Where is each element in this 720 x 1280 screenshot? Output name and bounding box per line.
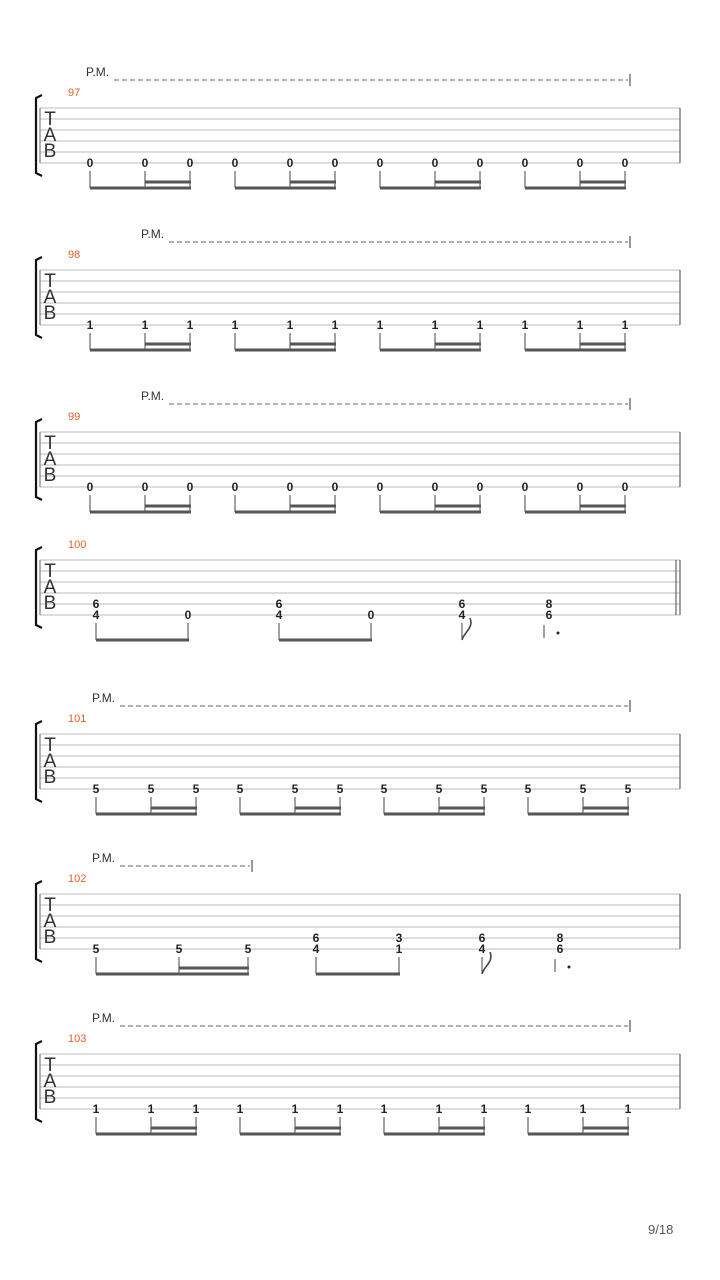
fret-number: 6	[275, 597, 283, 611]
fret-number: 5	[92, 942, 100, 956]
secondary-beam	[583, 807, 629, 810]
fret-number: 0	[286, 480, 294, 494]
bar-number: 97	[68, 87, 81, 99]
primary-beam	[380, 511, 481, 514]
fret-number: 4	[478, 942, 486, 956]
secondary-beam	[151, 1127, 197, 1130]
secondary-beam	[439, 807, 485, 810]
tab-letter-b: B	[43, 927, 57, 948]
fret-number: 5	[380, 782, 388, 796]
fret-number: 0	[186, 156, 194, 170]
fret-number: 6	[478, 931, 486, 945]
tab-letter-b: B	[43, 767, 57, 788]
fret-number: 5	[435, 782, 443, 796]
primary-beam	[384, 1133, 485, 1136]
secondary-beam	[145, 181, 191, 184]
fret-number: 0	[431, 480, 439, 494]
fret-number: 1	[624, 1102, 632, 1116]
fret-number: 1	[286, 318, 294, 332]
fret-number: 5	[291, 782, 299, 796]
system-bracket	[36, 881, 42, 962]
fret-number: 0	[331, 156, 339, 170]
fret-number: 6	[92, 597, 100, 611]
primary-beam	[528, 813, 629, 816]
fret-number: 1	[186, 318, 194, 332]
primary-beam	[525, 187, 626, 190]
primary-beam	[279, 639, 372, 642]
fret-number: 1	[376, 318, 384, 332]
secondary-beam	[145, 343, 191, 346]
secondary-beam	[580, 505, 626, 508]
primary-beam	[380, 349, 481, 352]
secondary-beam	[151, 807, 197, 810]
fret-number: 1	[92, 1102, 100, 1116]
system-98	[36, 227, 680, 352]
fret-number: 6	[458, 597, 466, 611]
fret-number: 0	[86, 480, 94, 494]
secondary-beam	[583, 1127, 629, 1130]
bar-number: 103	[68, 1033, 87, 1045]
fret-number: 1	[380, 1102, 388, 1116]
secondary-beam	[435, 343, 481, 346]
primary-beam	[96, 1133, 197, 1136]
fret-number: 0	[431, 156, 439, 170]
palm-mute-label: P.M.	[92, 691, 116, 705]
duration-dot	[557, 632, 560, 635]
system-bracket	[36, 95, 42, 176]
fret-number: 0	[576, 156, 584, 170]
duration-dot	[568, 966, 571, 969]
system-97	[36, 65, 680, 190]
fret-number: 5	[624, 782, 632, 796]
bar-number: 102	[68, 873, 87, 885]
tab-letter-t: T	[44, 1055, 56, 1076]
palm-mute-label: P.M.	[86, 65, 110, 79]
fret-number: 6	[556, 942, 564, 956]
fret-number: 0	[621, 480, 629, 494]
fret-number: 5	[336, 782, 344, 796]
fret-number: 1	[621, 318, 629, 332]
secondary-beam	[580, 343, 626, 346]
fret-number: 0	[231, 480, 239, 494]
fret-number: 5	[244, 942, 252, 956]
system-bracket	[36, 1041, 42, 1122]
fret-number: 5	[147, 782, 155, 796]
tab-letter-t: T	[44, 433, 56, 454]
fret-number: 1	[480, 1102, 488, 1116]
tab-letter-t: T	[44, 271, 56, 292]
bar-number: 101	[68, 713, 87, 725]
tab-letter-a: A	[43, 1071, 57, 1092]
fret-number: 1	[395, 942, 403, 956]
secondary-beam	[145, 505, 191, 508]
system-100	[36, 539, 680, 642]
primary-beam	[96, 813, 197, 816]
fret-number: 1	[435, 1102, 443, 1116]
secondary-beam	[290, 181, 336, 184]
secondary-beam	[179, 967, 249, 970]
secondary-beam	[295, 807, 341, 810]
tab-letter-t: T	[44, 561, 56, 582]
fret-number: 1	[331, 318, 339, 332]
fret-number: 0	[184, 608, 192, 622]
fret-number: 4	[275, 608, 283, 622]
system-99	[36, 389, 680, 514]
secondary-beam	[435, 181, 481, 184]
tab-letter-a: A	[43, 577, 57, 598]
secondary-beam	[290, 505, 336, 508]
fret-number: 0	[521, 156, 529, 170]
fret-number: 0	[521, 480, 529, 494]
primary-beam	[240, 1133, 341, 1136]
primary-beam	[235, 187, 336, 190]
primary-beam	[380, 187, 481, 190]
fret-number: 0	[376, 156, 384, 170]
system-101	[36, 691, 680, 816]
bar-number: 100	[68, 539, 87, 551]
fret-number: 1	[431, 318, 439, 332]
fret-number: 5	[480, 782, 488, 796]
fret-number: 5	[236, 782, 244, 796]
tab-letter-t: T	[44, 735, 56, 756]
primary-beam	[235, 349, 336, 352]
primary-beam	[90, 349, 191, 352]
secondary-beam	[435, 505, 481, 508]
palm-mute-label: P.M.	[92, 851, 116, 865]
primary-beam	[96, 973, 249, 976]
fret-number: 6	[545, 608, 553, 622]
tab-letter-a: A	[43, 125, 57, 146]
fret-number: 0	[476, 156, 484, 170]
fret-number: 0	[476, 480, 484, 494]
palm-mute-label: P.M.	[141, 227, 165, 241]
tab-letter-a: A	[43, 751, 57, 772]
secondary-beam	[580, 181, 626, 184]
fret-number: 0	[376, 480, 384, 494]
fret-number: 8	[556, 931, 564, 945]
fret-number: 4	[92, 608, 100, 622]
fret-number: 0	[86, 156, 94, 170]
fret-number: 1	[576, 318, 584, 332]
fret-number: 1	[147, 1102, 155, 1116]
fret-number: 1	[192, 1102, 200, 1116]
primary-beam	[528, 1133, 629, 1136]
secondary-beam	[290, 343, 336, 346]
fret-number: 5	[192, 782, 200, 796]
fret-number: 1	[336, 1102, 344, 1116]
primary-beam	[316, 973, 400, 976]
tab-letter-b: B	[43, 1087, 57, 1108]
primary-beam	[525, 511, 626, 514]
fret-number: 0	[186, 480, 194, 494]
system-bracket	[36, 419, 42, 500]
tab-letter-t: T	[44, 109, 56, 130]
fret-number: 1	[524, 1102, 532, 1116]
tab-letter-a: A	[43, 287, 57, 308]
fret-number: 4	[458, 608, 466, 622]
palm-mute-label: P.M.	[141, 389, 165, 403]
fret-number: 3	[395, 931, 403, 945]
fret-number: 0	[576, 480, 584, 494]
fret-number: 5	[92, 782, 100, 796]
fret-number: 8	[545, 597, 553, 611]
tab-letter-b: B	[43, 303, 57, 324]
tab-letter-a: A	[43, 449, 57, 470]
fret-number: 0	[286, 156, 294, 170]
secondary-beam	[295, 1127, 341, 1130]
fret-number: 0	[331, 480, 339, 494]
system-bracket	[36, 257, 42, 338]
system-bracket	[36, 547, 42, 628]
primary-beam	[240, 813, 341, 816]
fret-number: 5	[175, 942, 183, 956]
fret-number: 1	[231, 318, 239, 332]
palm-mute-label: P.M.	[92, 1011, 116, 1025]
tab-letter-b: B	[43, 141, 57, 162]
bar-number: 99	[68, 411, 81, 423]
bar-number: 98	[68, 249, 81, 261]
fret-number: 1	[86, 318, 94, 332]
fret-number: 5	[579, 782, 587, 796]
secondary-beam	[439, 1127, 485, 1130]
fret-number: 6	[312, 931, 320, 945]
system-103	[36, 1011, 680, 1136]
fret-number: 1	[291, 1102, 299, 1116]
tab-letter-t: T	[44, 895, 56, 916]
fret-number: 1	[476, 318, 484, 332]
fret-number: 4	[312, 942, 320, 956]
fret-number: 0	[231, 156, 239, 170]
tab-letter-b: B	[43, 465, 57, 486]
primary-beam	[384, 813, 485, 816]
fret-number: 1	[521, 318, 529, 332]
fret-number: 0	[367, 608, 375, 622]
primary-beam	[235, 511, 336, 514]
fret-number: 1	[236, 1102, 244, 1116]
fret-number: 1	[141, 318, 149, 332]
fret-number: 5	[524, 782, 532, 796]
primary-beam	[525, 349, 626, 352]
primary-beam	[90, 187, 191, 190]
fret-number: 0	[141, 480, 149, 494]
tab-letter-a: A	[43, 911, 57, 932]
fret-number: 1	[579, 1102, 587, 1116]
primary-beam	[90, 511, 191, 514]
primary-beam	[96, 639, 189, 642]
tab-letter-b: B	[43, 593, 57, 614]
fret-number: 0	[621, 156, 629, 170]
fret-number: 0	[141, 156, 149, 170]
system-bracket	[36, 721, 42, 802]
page-number: 9/18	[648, 1222, 674, 1237]
system-102	[36, 851, 680, 976]
